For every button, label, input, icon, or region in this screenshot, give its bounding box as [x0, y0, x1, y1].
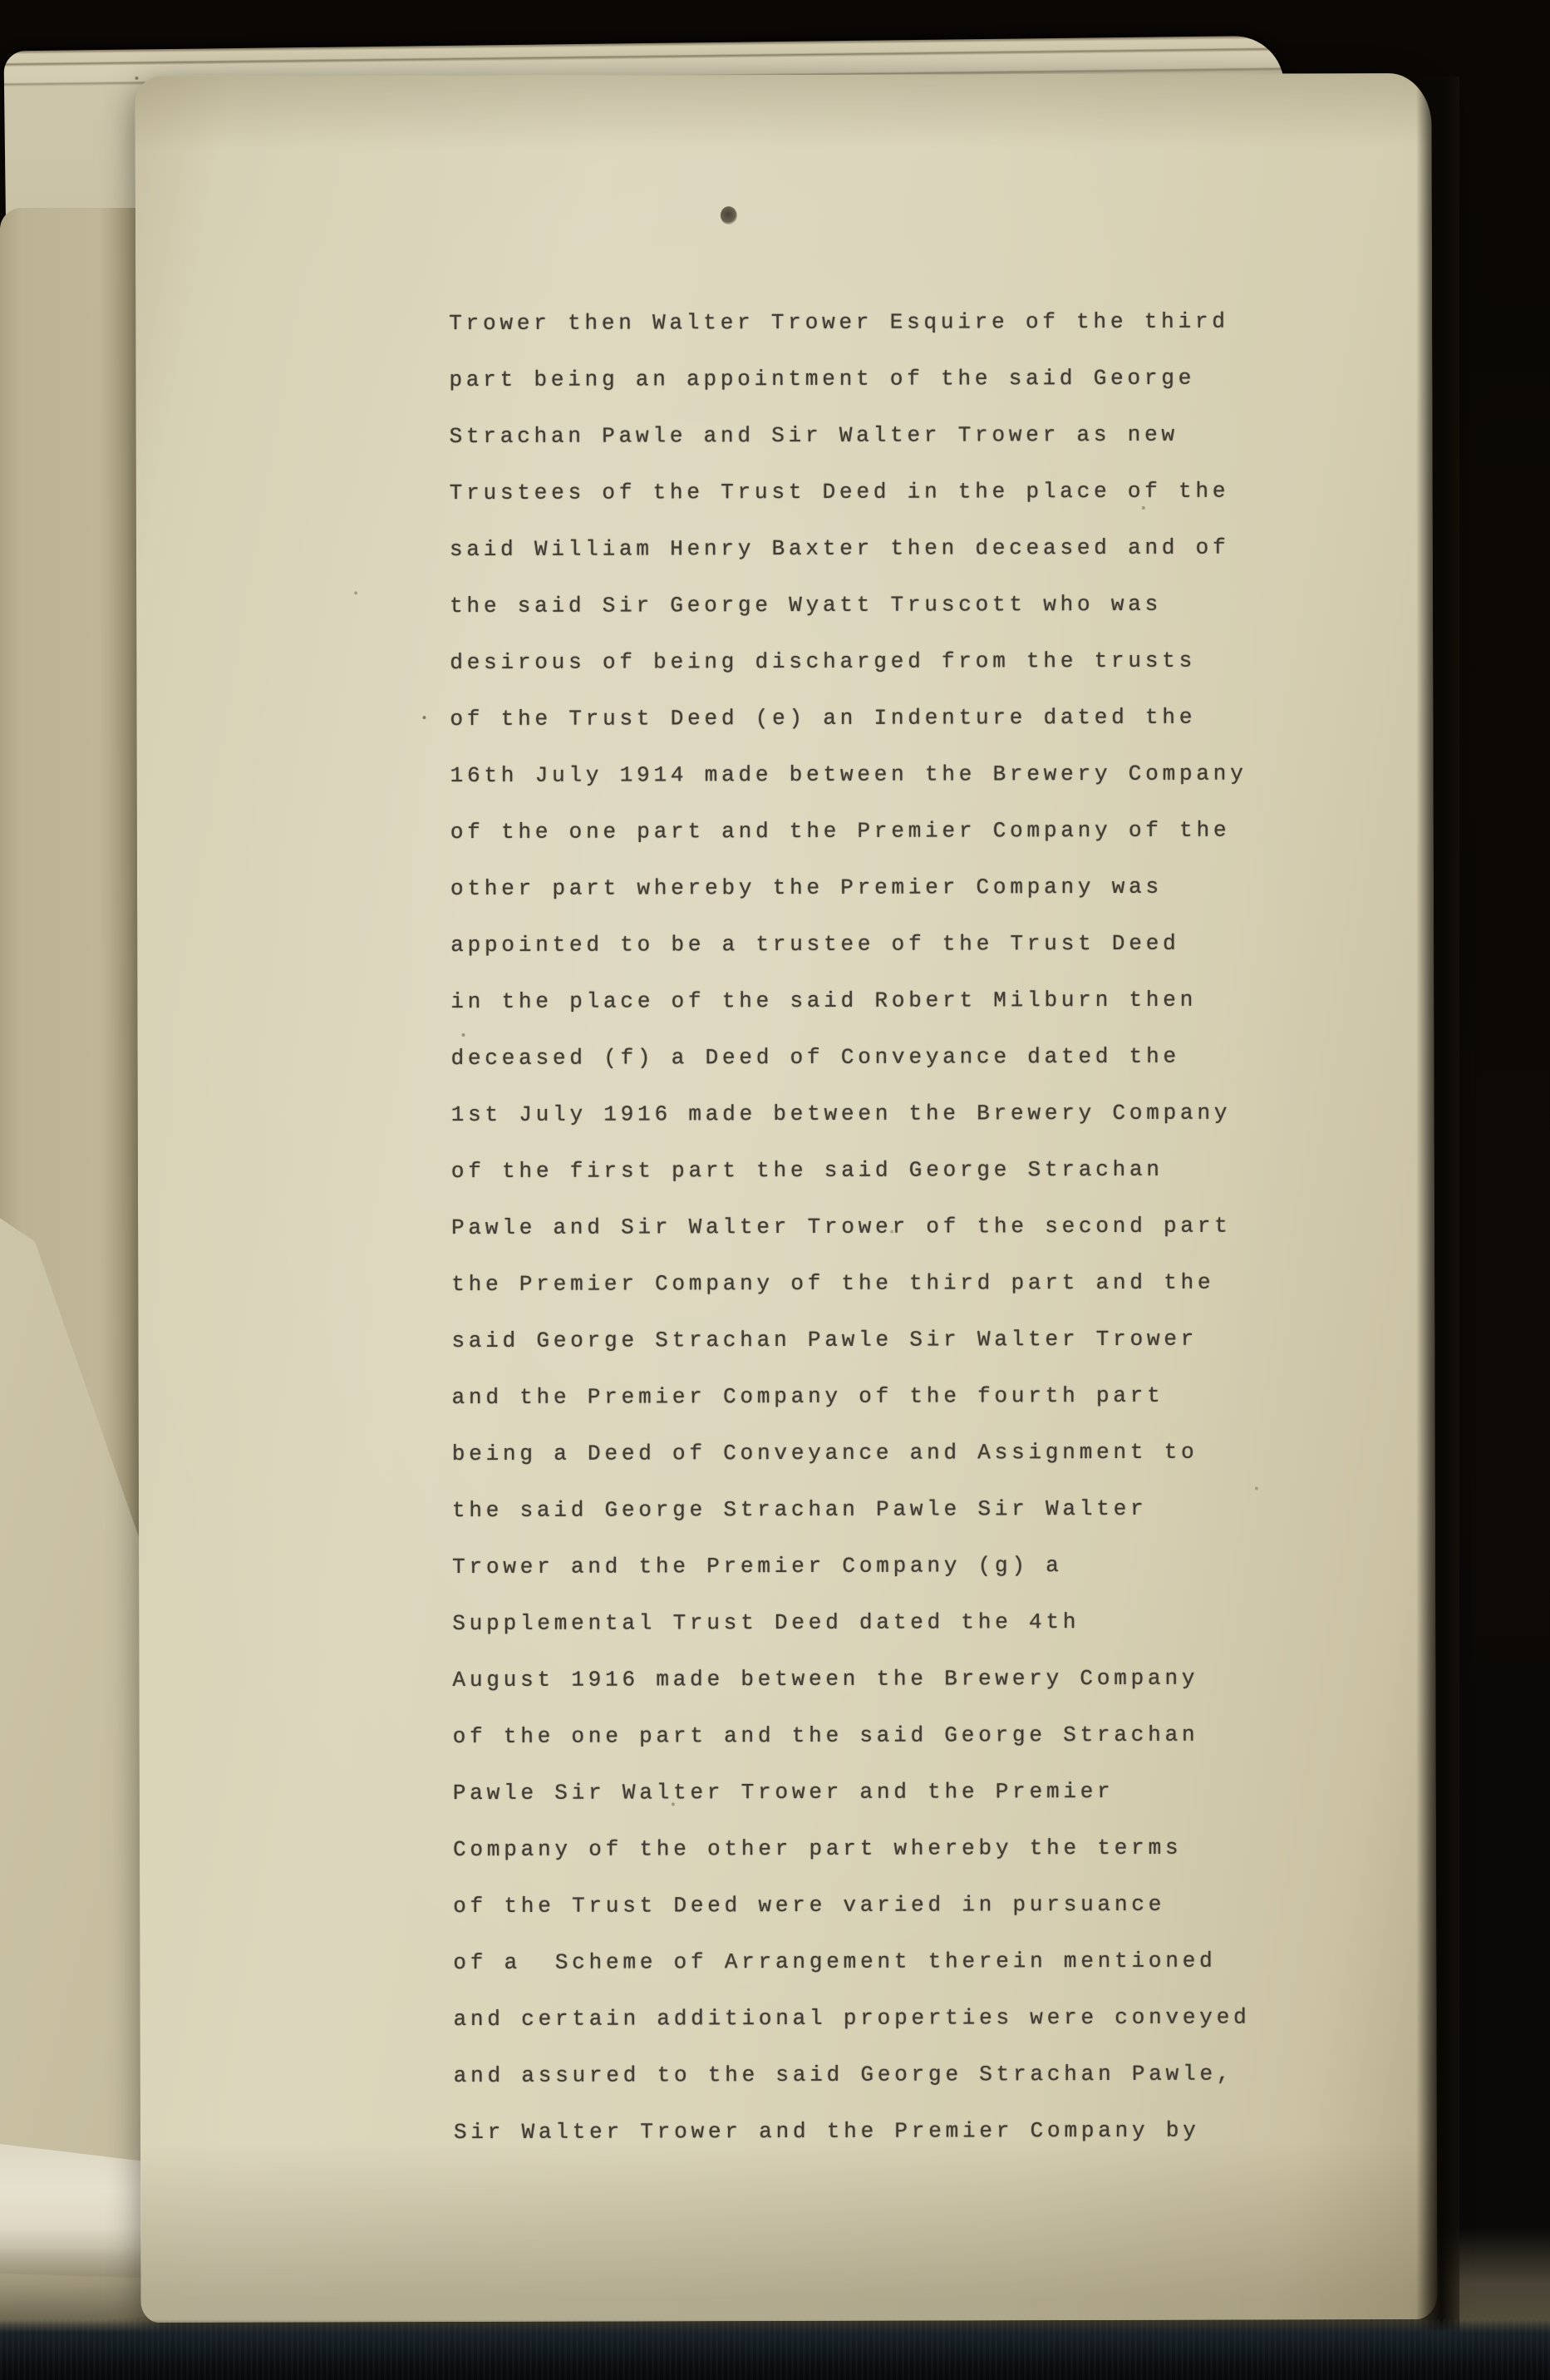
- text-line: Trustees of the Trust Deed in the place of the: [449, 478, 1230, 506]
- text-line: Pawle and Sir Walter Trower of the second part: [451, 1213, 1232, 1241]
- text-line: 16th July 1914 made between the Brewery Company: [450, 761, 1247, 789]
- book-cover-edge: [0, 2319, 1550, 2380]
- text-line: Strachan Pawle and Sir Walter Trower as new: [449, 421, 1178, 450]
- text-line: of the Trust Deed were varied in pursuance: [453, 1891, 1166, 1919]
- text-line: August 1916 made between the Brewery Company: [452, 1665, 1199, 1693]
- text-line: Company of the other part whereby the terms: [453, 1835, 1183, 1863]
- text-line: and the Premier Company of the fourth part: [451, 1382, 1164, 1411]
- text-line: desirous of being discharged from the trusts: [450, 648, 1197, 676]
- text-line: Trower then Walter Trower Esquire of the third: [449, 308, 1229, 337]
- text-line: the Premier Company of the third part and the: [451, 1269, 1215, 1298]
- text-line: appointed to be a trustee of the Trust Deed: [450, 930, 1180, 958]
- text-line: of the one part and the Premier Company of the: [450, 817, 1231, 845]
- text-line: the said George Strachan Pawle Sir Walter: [451, 1496, 1148, 1524]
- text-line: and assured to the said George Strachan Pawle,: [453, 2061, 1234, 2089]
- document-page: [135, 73, 1437, 2323]
- text-line: of the Trust Deed (e) an Indenture dated the: [450, 704, 1197, 732]
- text-line: 1st July 1916 made between the Brewery Company: [450, 1100, 1232, 1128]
- text-line: being a Deed of Conveyance and Assignment to: [451, 1439, 1198, 1467]
- text-line: of a Scheme of Arrangement therein mentioned: [453, 1948, 1217, 1976]
- text-line: Supplemental Trust Deed dated the 4th: [452, 1609, 1080, 1637]
- text-line: and certain additional properties were conveyed: [453, 2004, 1251, 2033]
- ink-blot: [721, 206, 737, 224]
- text-line: deceased (f) a Deed of Conveyance dated the: [450, 1043, 1180, 1072]
- text-line: said George Strachan Pawle Sir Walter Trower: [451, 1326, 1198, 1354]
- text-line: other part whereby the Premier Company was: [450, 874, 1163, 902]
- paper-speckles: [135, 76, 138, 80]
- typewritten-text: [449, 293, 1351, 2161]
- text-line: said William Henry Baxter then deceased and of: [449, 535, 1230, 563]
- text-line: Trower and the Premier Company (g) a: [452, 1553, 1063, 1580]
- text-line: Sir Walter Trower and the Premier Company by: [453, 2117, 1200, 2146]
- text-line: the said Sir George Wyatt Truscott who was: [450, 591, 1163, 619]
- text-line: Pawle Sir Walter Trower and the Premier: [452, 1778, 1115, 1806]
- next-page-edge: [1446, 86, 1550, 2361]
- text-line: of the one part and the said George Strachan: [452, 1722, 1199, 1750]
- page-gutter-shadow: [1416, 76, 1459, 2341]
- text-line: in the place of the said Robert Milburn then: [450, 987, 1198, 1015]
- text-line: part being an appointment of the said George: [449, 365, 1196, 393]
- text-line: of the first part the said George Strachan: [450, 1156, 1164, 1185]
